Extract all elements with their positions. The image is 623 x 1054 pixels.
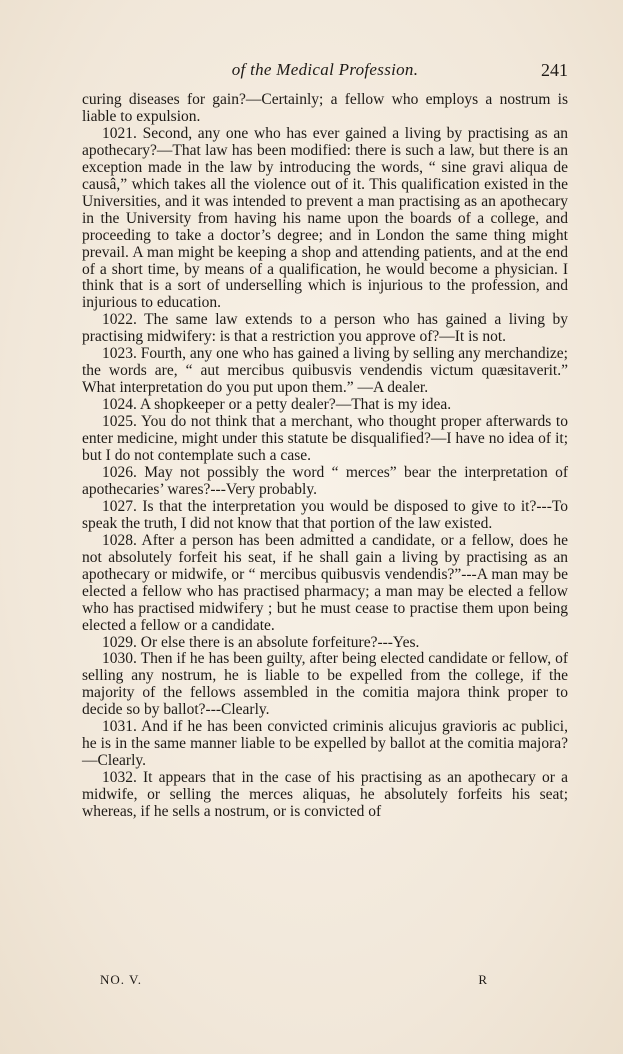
signature-line: [100, 972, 488, 992]
paragraph-1032: 1032. It appears that in the case of his practising as an apothecary or a midwife, or selling the merces aliquas, he absolutely forfeits his seat; whereas, if he sells a nostrum, or is convicted of: [82, 769, 568, 821]
paragraph-1029: 1029. Or else there is an absolute forfeiture?---Yes.: [102, 633, 420, 651]
page-number: 241: [541, 60, 568, 80]
signature-mark-left: NO. V.: [100, 972, 143, 987]
paragraph-1023: 1023. Fourth, any one who has gained a living by selling any merchandize; the words are, “ aut mercibus quibusvis vendendis victum quæsitaverit.” What interpretation do you put upon them.” —A dealer.: [82, 345, 568, 397]
paragraph-1031: 1031. And if he has been convicted criminis alicujus gravioris ac publici, he is in the same manner liable to be expelled by ballot at the comitia majora?—Clearly.: [82, 718, 568, 770]
running-head: [82, 60, 568, 84]
paragraph-1026: 1026. May not possibly the word “ merces” bear the interpretation of apothecaries’ wares?---Very probably.: [82, 463, 568, 498]
paragraph-1024: 1024. A shopkeeper or a petty dealer?—That is my idea.: [102, 396, 452, 414]
paragraph-1030: 1030. Then if he has been guilty, after being elected candidate or fellow, of selling any nostrum, he is liable to be expelled from the college, if the majority of the fellows assembled in the comitia majora think proper to decide so by ballot?---Clearly.: [82, 650, 568, 719]
paragraph-1025: 1025. You do not think that a merchant, who thought proper afterwards to enter medicine, might under this statute be disqualified?—I have no idea of it; but I do not contemplate such a case.: [82, 413, 568, 465]
paragraph-1028: 1028. After a person has been admitted a candidate, or a fellow, does he not absolutely forfeit his seat, if he shall gain a living by practising as an apothecary or midwife, or “ mercibus quibusvis vendendis?”---A man may be elected a fellow who has practised pharmacy; a man may be elected a fellow who has practised midwifery ; but he must cease to practise them upon being elected a fellow or a candidate.: [82, 531, 568, 634]
paragraph-1027: 1027. Is that the interpretation you would be disposed to give to it?---To speak the truth, I did not know that that portion of the law existed.: [82, 497, 568, 532]
signature-mark-right: R: [478, 972, 488, 987]
running-title: of the Medical Profession.: [231, 60, 419, 79]
paragraph-1021: 1021. Second, any one who has ever gained a living by practising as an apothecary?—That law has been modified: there is such a law, but there is an exception made in the law by introducing the words, “ sine gravi aliqua de causâ,” which takes all the violence out of it. This qualification existed in the Universities, and it was intended to prevent a man practising as an apothecary in the University from having his name upon the boards of a college, and proceeding to take a doctor’s degree; and in London the same thing might prevail. A man might be keeping a shop and attending patients, and at the end of a short time, by means of a qualification, he would become a physician. I think that is a sort of underselling which is injurious to the profession, and injurious to education.: [82, 124, 568, 312]
paragraph-1022: 1022. The same law extends to a person who has gained a living by practising midwifery: is that a restriction you approve of?—It is not.: [82, 311, 568, 346]
body-text: [82, 92, 568, 821]
paragraph-continued: curing diseases for gain?—Certainly; a fellow who employs a nostrum is liable to expulsion.: [82, 91, 568, 125]
